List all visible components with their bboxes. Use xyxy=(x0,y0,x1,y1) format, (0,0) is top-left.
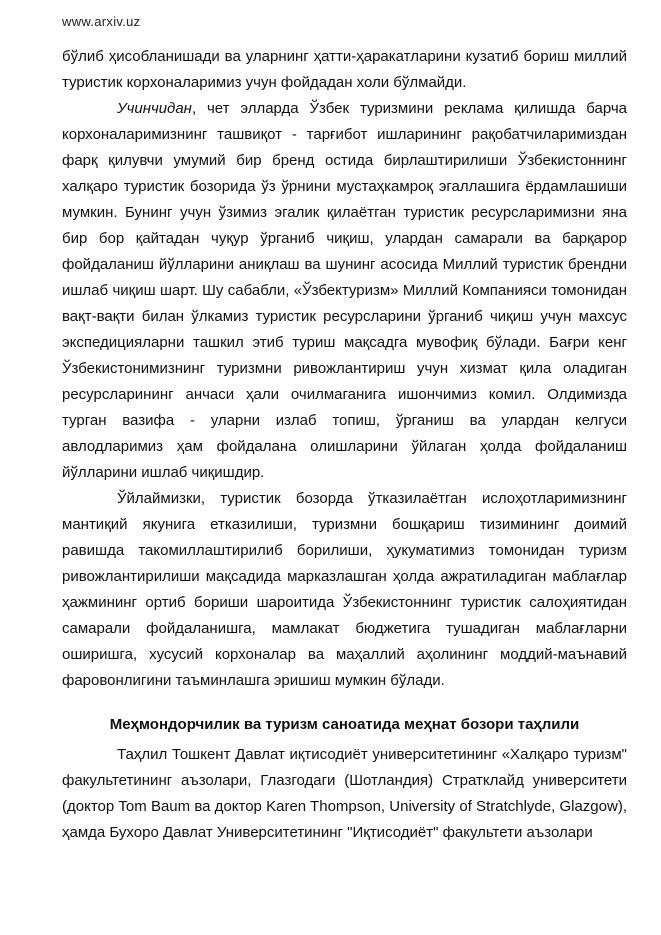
paragraph-lead-word: Учинчидан xyxy=(117,100,192,117)
site-url: www.arxiv.uz xyxy=(62,14,141,29)
paragraph-thirdly-text: , чет элларда Ўзбек туризмини реклама қилишда барча корхоналаримизнинг ташвиқот - тарғибот ишларининг рақобатчиларимиздан фарқ қилувчи умумий бир бренд остида бирлаштирилиши Ўзбекистоннинг халқаро туристик бозорида ўз ўрнини мустаҳкамроқ эгаллашига ёрдамлашиши мумкин. Бунинг учун ўзимиз эгалик қилаётган туристик ресурсларимизни яна бир бор қайтадан чуқур ўрганиб чиқиш, улардан самарали ва барқарор фойдаланиш йўлларини аниқлаш ва шунинг асосида Миллий туристик брендни ишлаб чиқиш шарт. Шу сабабли, «Ўзбектуризм» Миллий Компанияси томонидан вақт-вақти билан ўлкамиз туристик ресурсларини ўрганиб чиқиш учун махсус экспедицияларни ташкил этиб туриш мақсадга мувофиқ бўлади. Бағри кенг Ўзбекистонимизнинг туризмни ривожлантириш учун хизмат қила оладиган ресурсларининг анчаси ҳали очилмаганига ишончимиз комил. Олдимизда турган вазифа - уларни излаб топиш, ўрганиш ва улардан келгуси авлодларимиз ҳам фойдалана олишларини ўйлаган ҳолда фойдаланиш йўлларини ишлаб чиқишдир. xyxy=(62,100,627,481)
document-body xyxy=(62,44,627,846)
paragraph-continuation: бўлиб ҳисобланишади ва уларнинг ҳатти-ҳаракатларини кузатиб бориш миллий туристик корхоналаримиз учун фойдадан холи бўлмайди. xyxy=(62,48,627,91)
paragraph-thirdly xyxy=(62,96,627,486)
paragraph-conclusion: Ўйлаймизки, туристик бозорда ўтказилаётган ислоҳотларимизнинг мантиқий якунига етказилиши, туризмни бошқариш тизимининг доимий равишда такомиллаштирилиб борилиши, ҳукуматимиз томонидан туризм ривожлантирилиши мақсадида марказлашган ҳолда ажратиладиган маблағлар ҳажмининг ортиб бориши шароитида Ўзбекистоннинг туристик салоҳиятидан самарали фойдаланишга, мамлакат бюджетига тушадиган маблағларни оширишга, хусусий корхоналар ва маҳаллий аҳолининг моддий-маънавий фаровонлигини таъминлашга эришиш мумкин бўлади. xyxy=(62,490,627,689)
section-heading: Меҳмондорчилик ва туризм саноатида меҳнат бозори таҳлили xyxy=(109,716,580,733)
paragraph-analysis: Таҳлил Тошкент Давлат иқтисодиёт университетининг «Халқаро туризм" факультетининг аъзолари, Глазгодаги (Шотландия) Стратклайд университети (доктор Tom Baum ва доктор Karen Thompson, University of Stratchlyde, Glazgow), ҳамда Бухоро Давлат Университетининг "Иқтисодиёт" факультети аъзолари xyxy=(62,746,627,841)
